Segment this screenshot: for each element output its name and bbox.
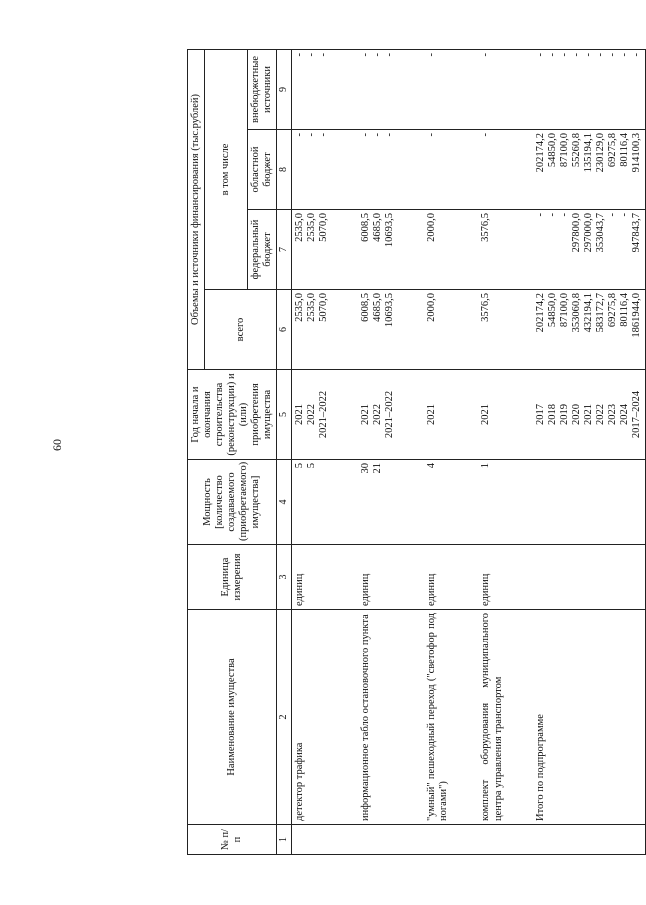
capacity-value [384,463,396,541]
years-value: 2021 [426,404,438,425]
regional-budget-value: 230129,0 [594,133,606,173]
regional-budget-value: - [480,133,492,137]
regional-budget-value: 135194,1 [582,133,594,173]
years-cell [424,370,452,460]
spacer-cell [452,370,478,460]
extra-sources-value: - [293,52,305,57]
years-value: 2024 [619,404,630,425]
table-row [358,49,398,854]
spacer-cell [507,460,533,545]
total-value: 1861944,0 [631,293,643,338]
regional-budget-value: 80116,4 [619,133,630,167]
extra-sources-value: - [582,52,594,57]
spacer-cell [452,825,478,855]
total-value: 80116,4 [619,293,630,327]
federal-budget-value: 297000,0 [582,213,594,253]
extra-sources-value: - [546,52,558,57]
federal-budget-value: 10693,5 [384,213,396,248]
years-cell [358,370,398,460]
spacer-cell [507,825,533,855]
federal-budget-value: - [619,213,630,217]
total-value: 4685,0 [372,293,384,322]
col-number-2: 2 [277,610,292,825]
extra-sources-value: - [318,52,330,57]
extra-sources-value: - [384,52,396,57]
spacer-cell [507,545,533,610]
years-value: 2017–2024 [631,390,643,439]
spacer-cell [452,130,478,210]
table-row [533,49,646,854]
spacer-cell [507,130,533,210]
header-total: всего [205,290,277,370]
capacity-value: 4 [426,463,438,469]
federal-budget-value: 2535,0 [293,213,305,242]
total-value: 10693,5 [384,293,396,328]
years-cell [533,370,646,460]
years-value: 2021 [360,404,372,425]
row-number-cell [358,825,398,855]
years-value: 2017 [534,404,546,425]
row-spacer [332,49,358,854]
capacity-value: 5 [293,463,305,469]
total-value: 432194,1 [582,293,594,333]
regional-budget-cell [533,130,646,210]
extra-sources-value: - [606,52,618,57]
total-cell [424,290,452,370]
years-value: 2020 [570,404,582,425]
years-cell [478,370,506,460]
spacer-cell [332,610,358,825]
spacer-cell [332,460,358,545]
total-value: 353060,8 [570,293,582,333]
spacer-cell [452,460,478,545]
spacer-cell [398,825,424,855]
spacer-cell [398,460,424,545]
spacer-cell [452,49,478,129]
regional-budget-cell [291,130,332,210]
regional-budget-value: - [360,133,372,137]
years-value: 2019 [558,404,570,425]
extra-sources-value: - [372,52,384,57]
total-value: 54850,0 [546,293,558,328]
spacer-cell [452,210,478,290]
unit-cell [533,545,646,610]
spacer-cell [398,130,424,210]
header-capacity: Мощность [количество создаваемого (приобретаемого) имущества] [188,460,277,545]
col-number-4: 4 [277,460,292,545]
regional-budget-cell [478,130,506,210]
extra-sources-value: - [594,52,606,57]
years-value: 2022 [306,404,317,425]
capacity-cell [291,460,332,545]
capacity-value: 1 [480,463,492,469]
extra-sources-cell [478,49,506,129]
spacer-cell [507,370,533,460]
federal-budget-value: 2000,0 [426,213,438,242]
capacity-cell [424,460,452,545]
spacer-cell [332,825,358,855]
property-table [187,49,646,855]
rotated-page [187,50,643,855]
regional-budget-value: - [293,133,305,137]
spacer-cell [507,610,533,825]
federal-budget-value: 6008,5 [360,213,372,242]
unit-cell: единиц [478,545,506,610]
total-value: 583172,7 [594,293,606,333]
extra-sources-value: - [306,52,317,57]
total-value: 2535,0 [293,293,305,322]
regional-budget-value: 69275,8 [606,133,618,168]
total-value: 87100,0 [558,293,570,328]
unit-cell: единиц [291,545,332,610]
extra-sources-cell [424,49,452,129]
col-number-7: 7 [277,210,292,290]
col-number-8: 8 [277,130,292,210]
capacity-value: 21 [372,463,384,474]
col-number-1: 1 [277,825,292,855]
years-value: 2021 [293,404,305,425]
item-name-cell: "умный" пешеходный переход ("светофор под ногами") [424,610,452,825]
capacity-value [318,463,330,541]
regional-budget-value: 202174,2 [534,133,546,173]
row-number-cell [533,825,646,855]
spacer-cell [507,290,533,370]
total-cell [533,290,646,370]
spacer-cell [398,210,424,290]
row-number-cell [291,825,332,855]
col-number-5: 5 [277,370,292,460]
regional-budget-value: - [318,133,330,137]
extra-sources-value: - [631,52,643,57]
col-number-9: 9 [277,49,292,129]
total-value: 3576,5 [480,293,492,322]
spacer-cell [332,290,358,370]
total-value: 5070,0 [318,293,330,322]
unit-cell: единиц [358,545,398,610]
spacer-cell [332,210,358,290]
federal-budget-cell [478,210,506,290]
spacer-cell [398,49,424,129]
federal-budget-value: - [546,213,558,217]
years-value: 2021–2022 [318,390,330,439]
total-cell [358,290,398,370]
regional-budget-value: - [426,133,438,137]
years-value: 2021 [480,404,492,425]
spacer-cell [452,290,478,370]
spacer-cell [452,545,478,610]
spacer-cell [332,49,358,129]
col-number-6: 6 [277,290,292,370]
total-cell [478,290,506,370]
years-cell [291,370,332,460]
spacer-cell [332,130,358,210]
spacer-cell [507,210,533,290]
item-name-cell: комплект оборудования муниципального центра управления транспортом [478,610,506,825]
total-value: 202174,2 [534,293,546,333]
extra-sources-value: - [558,52,570,57]
item-name-cell: Итого по подпрограмме [533,610,646,825]
federal-budget-value: - [606,213,618,217]
extra-sources-value: - [534,52,546,57]
extra-sources-cell [358,49,398,129]
page-number: 60 [50,439,64,451]
extra-sources-value: - [360,52,372,57]
header-name: Наименование имущества [188,610,277,825]
extra-sources-value: - [426,52,438,57]
spacer-cell [398,290,424,370]
capacity-value: 30 [360,463,372,474]
spacer-cell [398,610,424,825]
federal-budget-value: - [558,213,570,217]
header-years: Год начала и окончания строительства (реконструкции) и (или) приобретения имущества [188,370,277,460]
header-extra: внебюджетные источники [248,49,277,129]
regional-budget-value: - [306,133,317,137]
table-row [291,49,332,854]
extra-sources-cell [533,49,646,129]
header-federal: федеральный бюджет [248,210,277,290]
years-value: 2022 [594,404,606,425]
federal-budget-value: 947843,7 [631,213,643,253]
spacer-cell [398,370,424,460]
regional-budget-cell [358,130,398,210]
years-value: 2021 [582,404,594,425]
years-value: 2021–2022 [384,390,396,439]
regional-budget-value: 914100,3 [631,133,643,173]
federal-budget-cell [358,210,398,290]
years-value: 2023 [606,404,618,425]
extra-sources-value: - [619,52,630,57]
regional-budget-value: 55260,8 [570,133,582,168]
total-value: 2535,0 [306,293,317,322]
row-spacer [452,49,478,854]
years-value: 2018 [546,404,558,425]
row-number-cell [478,825,506,855]
federal-budget-cell [291,210,332,290]
federal-budget-value: 3576,5 [480,213,492,242]
total-value: 69275,8 [606,293,618,328]
total-value: 2000,0 [426,293,438,322]
capacity-cell [358,460,398,545]
federal-budget-value: 2535,0 [306,213,317,242]
federal-budget-value: 5070,0 [318,213,330,242]
header-unit: Единица измерения [188,545,277,610]
regional-budget-value: 54850,0 [546,133,558,168]
spacer-cell [507,49,533,129]
spacer-cell [332,545,358,610]
federal-budget-value: - [534,213,546,217]
table-row [424,49,452,854]
spacer-cell [398,545,424,610]
regional-budget-value: 87100,0 [558,133,570,168]
federal-budget-cell [533,210,646,290]
total-value: 6008,5 [360,293,372,322]
row-spacer [507,49,533,854]
federal-budget-cell [424,210,452,290]
header-financing: Объемы и источники финансирования (тыс.рублей) [188,49,205,369]
item-name-cell: детектор трафика [291,610,332,825]
spacer-cell [332,370,358,460]
extra-sources-cell [291,49,332,129]
federal-budget-value: 353043,7 [594,213,606,253]
regional-budget-value: - [384,133,396,137]
capacity-cell [478,460,506,545]
col-number-3: 3 [277,545,292,610]
regional-budget-cell [424,130,452,210]
unit-cell: единиц [424,545,452,610]
row-number-cell [424,825,452,855]
header-including: в том числе [205,49,248,289]
extra-sources-value: - [480,52,492,57]
regional-budget-value: - [372,133,384,137]
capacity-value: 5 [306,463,317,469]
extra-sources-value: - [570,52,582,57]
item-name-cell: информационное табло остановочного пункта [358,610,398,825]
row-spacer [398,49,424,854]
federal-budget-value: 297800,0 [570,213,582,253]
spacer-cell [452,610,478,825]
header-regional: областной бюджет [248,130,277,210]
years-value: 2022 [372,404,384,425]
federal-budget-value: 4685,0 [372,213,384,242]
total-cell [291,290,332,370]
table-body [291,49,645,854]
header-number: № п/п [188,825,277,855]
table-row [478,49,506,854]
capacity-cell [533,460,646,545]
